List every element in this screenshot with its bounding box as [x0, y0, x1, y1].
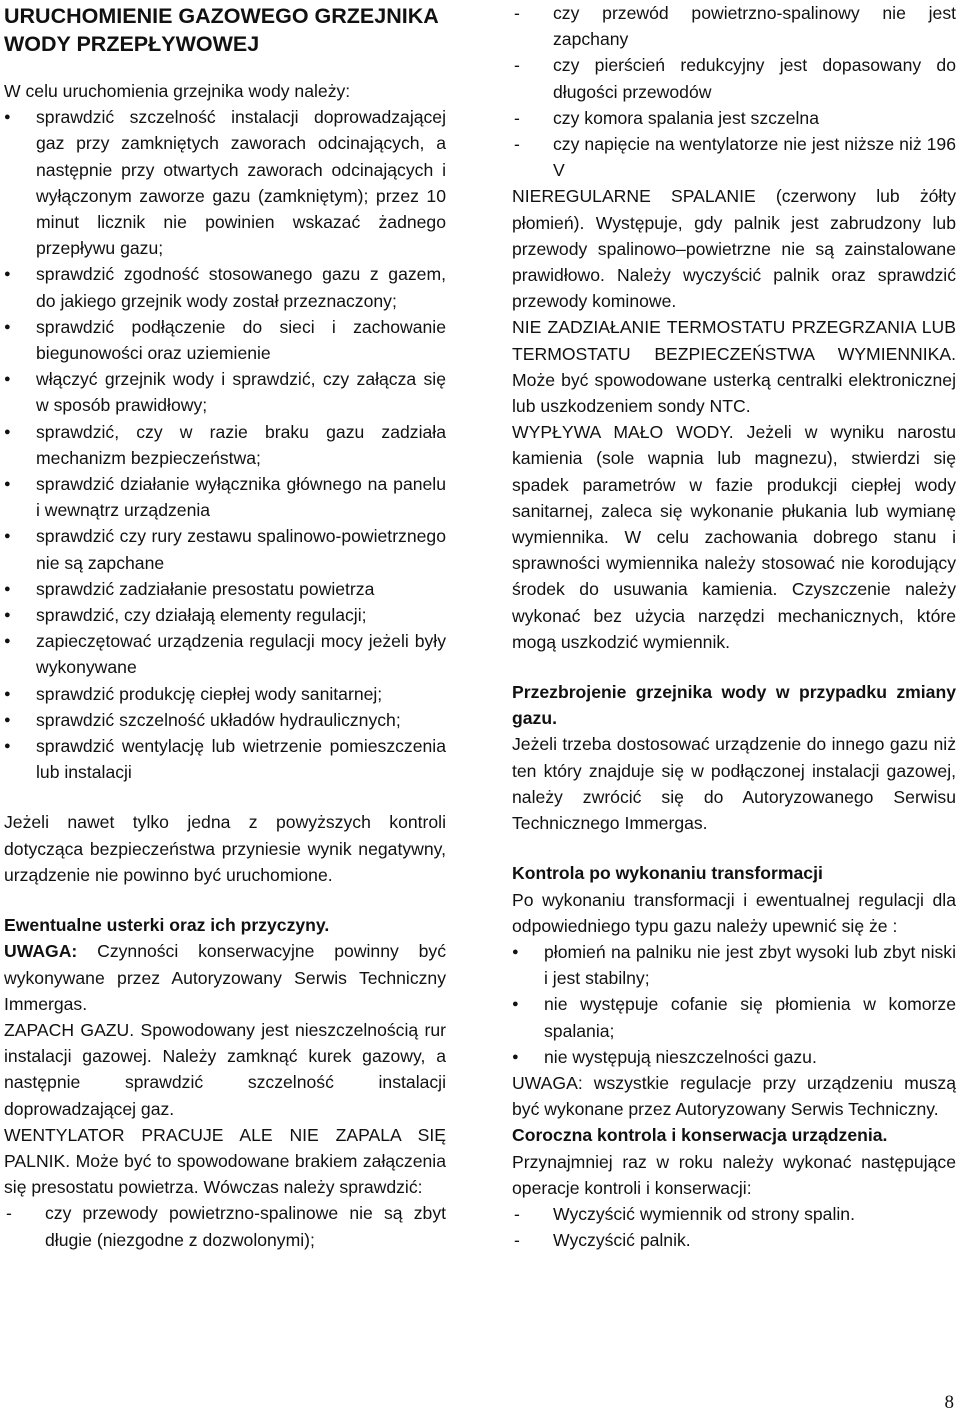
list-item: - Wyczyścić wymiennik od strony spalin. [512, 1201, 956, 1227]
right-column [512, 0, 956, 1253]
check-uwaga: UWAGA: wszystkie regulacje przy urządzeniu muszą być wykonane przez Autoryzowany Serwis Techniczny. [512, 1072, 956, 1120]
title-line-2: WODY PRZEPŁYWOWEJ [4, 32, 260, 56]
irregular-combustion-text: NIEREGULARNE SPALANIE (czerwony lub żółty płomień). Występuje, gdy palnik jest zabrudzony lub przewody spalinowo–powietrzne nie są zainstalowane prawidłowo. Należy wyczyścić palnik oraz sprawdzić przewody kominowe. [512, 186, 956, 312]
list-item: - czy napięcie na wentylatorze nie jest niższe niż 196 V [512, 131, 956, 183]
list-item: ● sprawdzić, czy w razie braku gazu zadziała mechanizm bezpieczeństwa; [4, 419, 446, 471]
list-item: - Wyczyścić palnik. [512, 1227, 956, 1253]
list-item: ● sprawdzić, czy działają elementy regulacji; [4, 602, 446, 628]
thermostat-text: NIE ZADZIAŁANIE TERMOSTATU PRZEGRZANIA LUB TERMOSTATU BEZPIECZEŃSTWA WYMIENNIKA. Może być spowodowane usterką centralki elektronicznej lub uszkodzeniem sondy NTC. [512, 317, 956, 417]
list-item: ● zapieczętować urządzenia regulacji mocy jeżeli były wykonywane [4, 628, 446, 680]
conversion-text: Jeżeli trzeba dostosować urządzenie do innego gazu niż ten który znajduje się w podłączonej instalacji gazowej, należy zwrócić się do Autoryzowanego Serwisu Technicznego Immergas. [512, 734, 956, 834]
startup-checklist [4, 104, 446, 785]
gas-smell-text: ZAPACH GAZU. Spowodowany jest nieszczelnością rur instalacji gazowej. Należy zamknąć kurek gazowy, a następnie sprawdzić szczelność instalacji doprowadzającej gaz. [4, 1019, 446, 1119]
list-item: - czy przewody powietrzno-spalinowe nie są zbyt długie (niezgodne z dozwolonymi); [4, 1200, 446, 1252]
title-line-1: URUCHOMIENIE GAZOWEGO GRZEJNIKA [4, 4, 439, 28]
conversion-heading: Przezbrojenie grzejnika wody w przypadku zmiany gazu. [512, 682, 956, 729]
fan-checklist-continued [512, 0, 956, 183]
fan-checklist [4, 1200, 446, 1252]
fan-works-text: WENTYLATOR PRACUJE ALE NIE ZAPALA SIĘ PALNIK. Może być to spowodowane brakiem załączenia się presostatu powietrza. Wówczas należy sprawdzić: [4, 1124, 446, 1198]
list-item: ● sprawdzić wentylację lub wietrzenie pomieszczenia lub instalacji [4, 733, 446, 785]
intro-text: W celu uruchomienia grzejnika wody należy: [4, 81, 351, 101]
list-item: ● sprawdzić produkcję ciepłej wody sanitarnej; [4, 681, 446, 707]
list-item: ● sprawdzić szczelność instalacji doprowadzającej gaz przy zamkniętych zaworach odcinających, a następnie przy otwartych zaworach odcinających i wyłączonym zaworze gazu (zamkniętym); przez 10 minut licznik nie powinien wskazać żadnego przepływu gazu; [4, 104, 446, 261]
annual-list [512, 1201, 956, 1253]
uwaga-note [4, 938, 446, 1017]
check-list [512, 939, 956, 1070]
list-item: ● sprawdzić szczelność układów hydraulicznych; [4, 707, 446, 733]
list-item: ● sprawdzić czy rury zestawu spalinowo-powietrznego nie są zapchane [4, 523, 446, 575]
annual-text: Przynajmniej raz w roku należy wykonać następujące operacje kontroli i konserwacji: [512, 1151, 956, 1198]
annual-heading: Coroczna kontrola i konserwacja urządzenia. [512, 1125, 888, 1146]
list-item: - czy komora spalania jest szczelna [512, 105, 956, 131]
list-item: ● sprawdzić zadziałanie presostatu powietrza [4, 576, 446, 602]
check-heading: Kontrola po wykonaniu transformacji [512, 863, 823, 884]
list-item: ● włączyć grzejnik wody i sprawdzić, czy załącza się w sposób prawidłowy; [4, 366, 446, 418]
page-number: 8 [944, 1392, 954, 1413]
uwaga-label: UWAGA: [4, 941, 78, 962]
safety-warning: Jeżeli nawet tylko jedna z powyższych kontroli dotycząca bezpieczeństwa przyniesie wynik negatywny, urządzenie nie powinno być uruchomione. [4, 812, 446, 885]
list-item: ● sprawdzić zgodność stosowanego gazu z gazem, do jakiego grzejnik wody został przeznaczony; [4, 261, 446, 313]
left-column [4, 0, 446, 1253]
page-title [4, 0, 446, 58]
uwaga-text: Czynności konserwacyjne powinny być wykonywane przez Autoryzowany Serwis Techniczny Immergas. [4, 941, 446, 1014]
low-water-text: WYPŁYWA MAŁO WODY. Jeżeli w wyniku narostu kamienia (sole wapnia lub magnezu), stwierdzi się spadek parametrów w fazie produkcji ciepłej wody sanitarnej, zaleca się wykonanie płukania lub wymianę wymiennika. W celu zachowania dobrego stanu i sprawności wymiennika należy stosować nie korodujący środek do usuwania kamienia. Czyszczenie należy wykonać bez użycia narzędzi mechanicznych, które mogą uszkodzić wymiennik. [512, 422, 956, 652]
list-item: ● sprawdzić podłączenie do sieci i zachowanie biegunowości oraz uziemienie [4, 314, 446, 366]
list-item: - czy przewód powietrzno-spalinowy nie jest zapchany [512, 0, 956, 52]
faults-heading: Ewentualne usterki oraz ich przyczyny. [4, 915, 330, 936]
check-text: Po wykonaniu transformacji i ewentualnej regulacji dla odpowiedniego typu gazu należy upewnić się że : [512, 889, 956, 936]
list-item: ● sprawdzić działanie wyłącznika głównego na panelu i wewnątrz urządzenia [4, 471, 446, 523]
list-item: ● nie występuje cofanie się płomienia w komorze spalania; [512, 991, 956, 1043]
list-item: ● płomień na palniku nie jest zbyt wysoki lub zbyt niski i jest stabilny; [512, 939, 956, 991]
list-item: ● nie występują nieszczelności gazu. [512, 1044, 956, 1070]
list-item: - czy pierścień redukcyjny jest dopasowany do długości przewodów [512, 52, 956, 104]
